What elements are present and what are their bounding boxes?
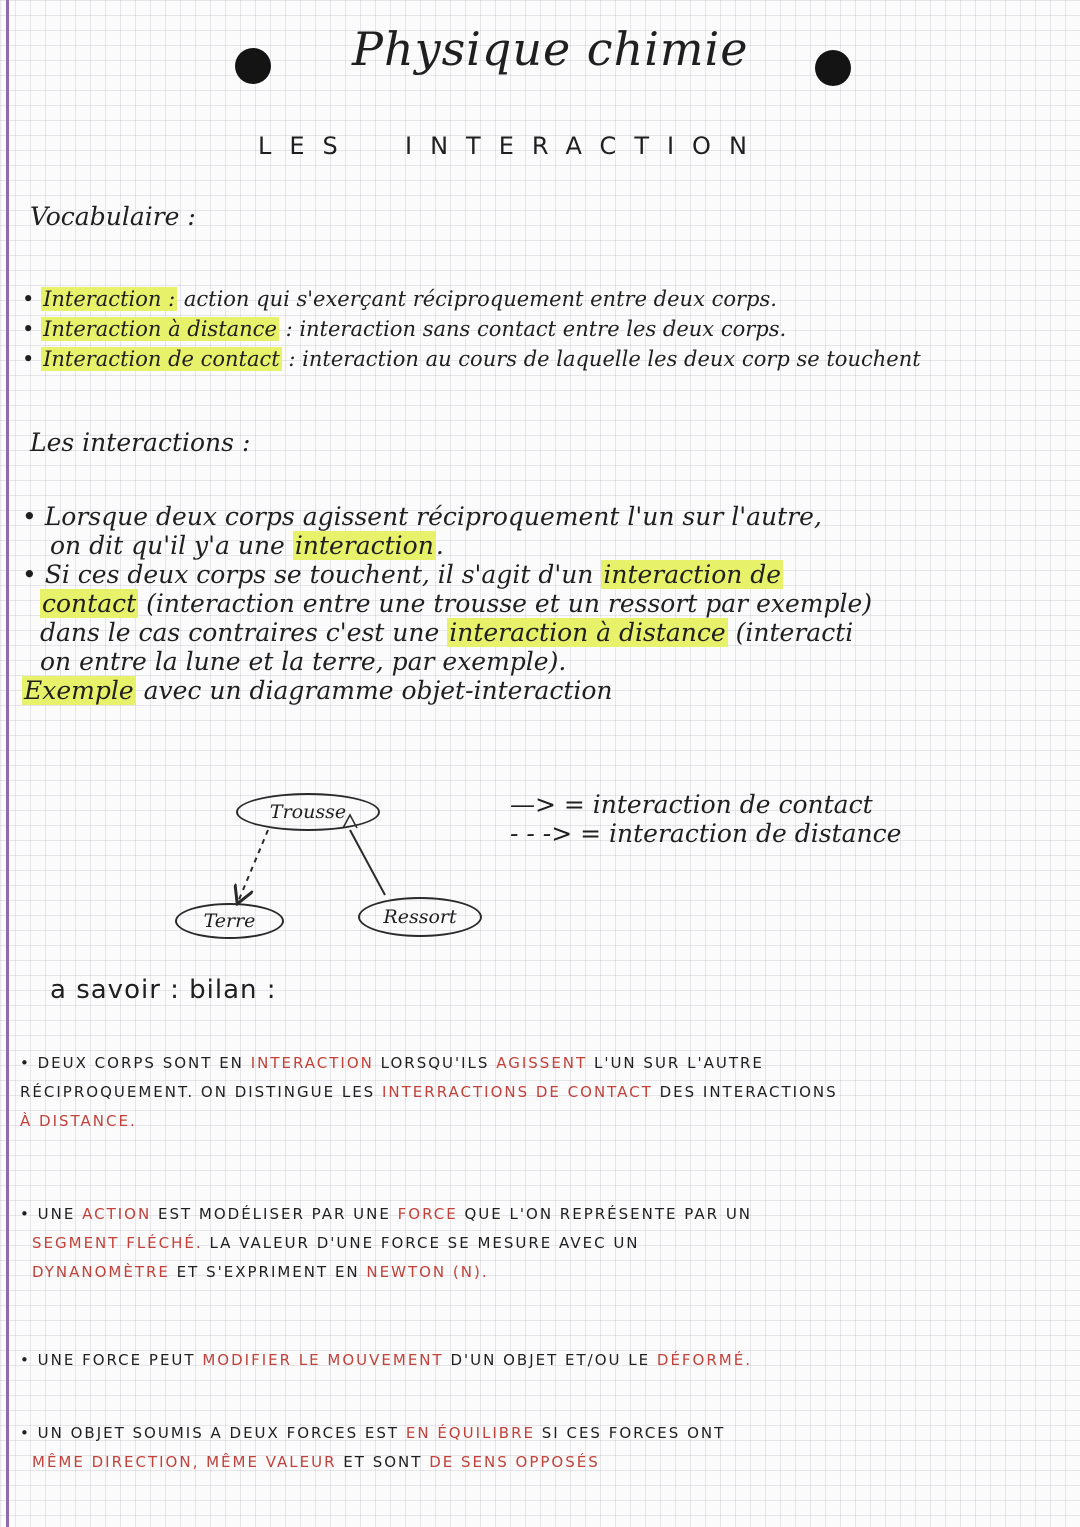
- legend-contact: —> = interaction de contact: [510, 790, 873, 819]
- subtitle-interaction: INTERACTION: [405, 132, 765, 160]
- example-line: Exemple avec un diagramme objet-interaction: [24, 676, 613, 705]
- vocabulary-item: • Interaction à distance : interaction sans contact entre les deux corps.: [22, 317, 787, 341]
- paragraph-1: • Lorsque deux corps agissent réciproquement l'un sur l'autre,: [22, 502, 822, 531]
- vocab-term: Interaction de contact: [43, 347, 280, 371]
- arrow-contact: [350, 830, 385, 895]
- node-trousse: Trousse: [236, 793, 380, 831]
- vocab-definition: : interaction sans contact entre les deux corps.: [285, 317, 787, 341]
- node-ressort: Ressort: [358, 897, 482, 937]
- bilan-item-2: • UNE ACTION EST MODÉLISER PAR UNE FORCE QUE L'ON REPRÉSENTE PAR UN SEGMENT FLÉCHÉ. LA VALEUR D'UNE FORCE SE MESURE AVEC UN DYNANOMÈTRE ET S'EXPRIMENT EN NEWTON (N).: [20, 1205, 753, 1281]
- paragraph-2: • Si ces deux corps se touchent, il s'agit d'un interaction de: [22, 560, 782, 589]
- vocab-definition: : interaction au cours de laquelle les deux corp se touchent: [288, 347, 921, 371]
- node-terre: Terre: [175, 903, 284, 939]
- term-interaction-distance: interaction à distance: [449, 618, 726, 647]
- legend: [510, 790, 901, 848]
- interactions-body: • Lorsque deux corps agissent réciproquement l'un sur l'autre, on dit qu'il y'a une interaction. • Si ces deux corps se touchent, il s'agit d'un interaction de contact (interaction entre une trousse et un ressort par exemple) dans le cas contraires c'est une interaction à distance (interacti on entre la lune et la terre, par exemple). Exemple avec un diagramme objet-interaction: [22, 502, 1062, 705]
- term-interaction: interaction: [294, 531, 434, 560]
- legend-distance: - - -> = interaction de distance: [510, 819, 902, 848]
- vocab-term: Interaction :: [43, 287, 176, 311]
- term-interaction-contact: interaction de: [603, 560, 782, 589]
- vocab-definition: action qui s'exerçant réciproquement entre deux corps.: [183, 287, 777, 311]
- bilan-item-1: • DEUX CORPS SONT EN INTERACTION LORSQU'ILS AGISSENT L'UN SUR L'AUTRE RÉCIPROQUEMENT. ON DISTINGUE LES INTERRACTIONS DE CONTACT DES INTERACTIONS À DISTANCE.: [20, 1054, 838, 1130]
- vocabulary-item: • Interaction : action qui s'exerçant réciproquement entre deux corps.: [22, 287, 777, 311]
- vocabulary-heading: Vocabulaire :: [30, 202, 196, 231]
- bilan-item-3: • UNE FORCE PEUT MODIFIER LE MOUVEMENT D'UN OBJET ET/OU LE DÉFORMÉ.: [20, 1351, 752, 1369]
- vocabulary-item: • Interaction de contact : interaction au cours de laquelle les deux corp se touchent: [22, 347, 921, 371]
- arrow-distance: [238, 830, 268, 902]
- bilan-item-4: • UN OBJET SOUMIS A DEUX FORCES EST EN ÉQUILIBRE SI CES FORCES ONT MÊME DIRECTION, MÊME VALEUR ET SONT DE SENS OPPOSÉS: [20, 1424, 726, 1471]
- page-title: Physique chimie: [352, 22, 749, 76]
- vocab-term: Interaction à distance: [43, 317, 277, 341]
- subtitle-les: LES: [258, 132, 356, 160]
- bilan-heading: a savoir : bilan :: [50, 975, 277, 1005]
- interactions-heading: Les interactions :: [30, 428, 251, 457]
